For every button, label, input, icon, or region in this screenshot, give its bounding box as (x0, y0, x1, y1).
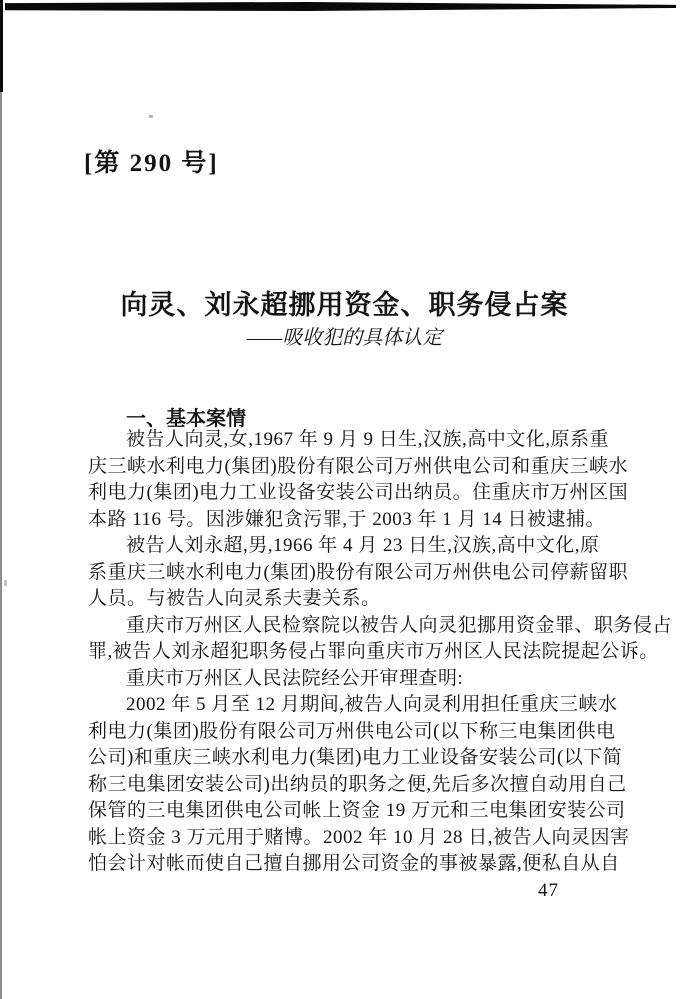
body-line: 称三电集团安装公司)出纳员的职务之便,先后多次擅自动用自己 (88, 773, 627, 795)
body-text (88, 427, 673, 878)
body-line: 保管的三电集团供电公司帐上资金 19 万元和三电集团安装公司 (88, 800, 626, 821)
scan-speck (4, 580, 7, 586)
body-line: 被告人刘永超,男,1966 年 4 月 23 日生,汉族,高中文化,原 (126, 535, 600, 556)
body-line: 罪,被告人刘永超犯职务侵占罪向重庆市万州区人民法院提起公诉。 (88, 641, 659, 662)
body-line: 利电力(集团)电力工业设备安装公司出纳员。住重庆市万州区国 (88, 482, 629, 503)
body-line: 被告人向灵,女,1967 年 9 月 9 日生,汉族,高中文化,原系重 (126, 429, 610, 450)
body-line: 公司)和重庆三峡水利电力(集团)电力工业设备安装公司(以下简 (88, 747, 623, 768)
scan-speck (149, 115, 153, 118)
scan-artifact-left-edge-dark (0, 0, 3, 92)
case-number-label: [第 290 号] (84, 150, 219, 177)
body-line: 重庆市万州区人民检察院以被告人向灵犯挪用资金罪、职务侵占 (126, 614, 673, 636)
case-subtitle: ——吸收犯的具体认定 (246, 327, 443, 349)
body-line: 人员。与被告人向灵系夫妻关系。 (88, 588, 381, 609)
body-line: 重庆市万州区人民法院经公开审理查明: (126, 667, 464, 689)
body-line: 2002 年 5 月至 12 月期间,被告人向灵利用担任重庆三峡水 (126, 694, 618, 715)
body-line: 庆三峡水利电力(集团)股份有限公司万州供电公司和重庆三峡水 (88, 455, 629, 477)
body-line: 系重庆三峡水利电力(集团)股份有限公司万州供电公司停薪留职 (88, 561, 629, 583)
page-number: 47 (538, 880, 559, 901)
body-line: 帐上资金 3 万元用于赌博。2002 年 10 月 28 日,被告人向灵因害 (88, 826, 630, 848)
case-title: 向灵、刘永超挪用资金、职务侵占案 (120, 290, 569, 320)
scan-artifact-left-edge (0, 0, 2, 999)
body-line: 怕会计对帐而使自己擅自挪用公司资金的事被暴露,便私自从自 (88, 853, 620, 874)
section-heading-basic-facts: 一、基本案情 (126, 408, 246, 430)
body-line: 本路 116 号。因涉嫌犯贪污罪,于 2003 年 1 月 14 日被逮捕。 (88, 508, 606, 530)
body-line: 利电力(集团)股份有限公司万州供电公司(以下称三电集团供电 (88, 720, 616, 742)
scan-artifact-top-bar (5, 2, 676, 11)
